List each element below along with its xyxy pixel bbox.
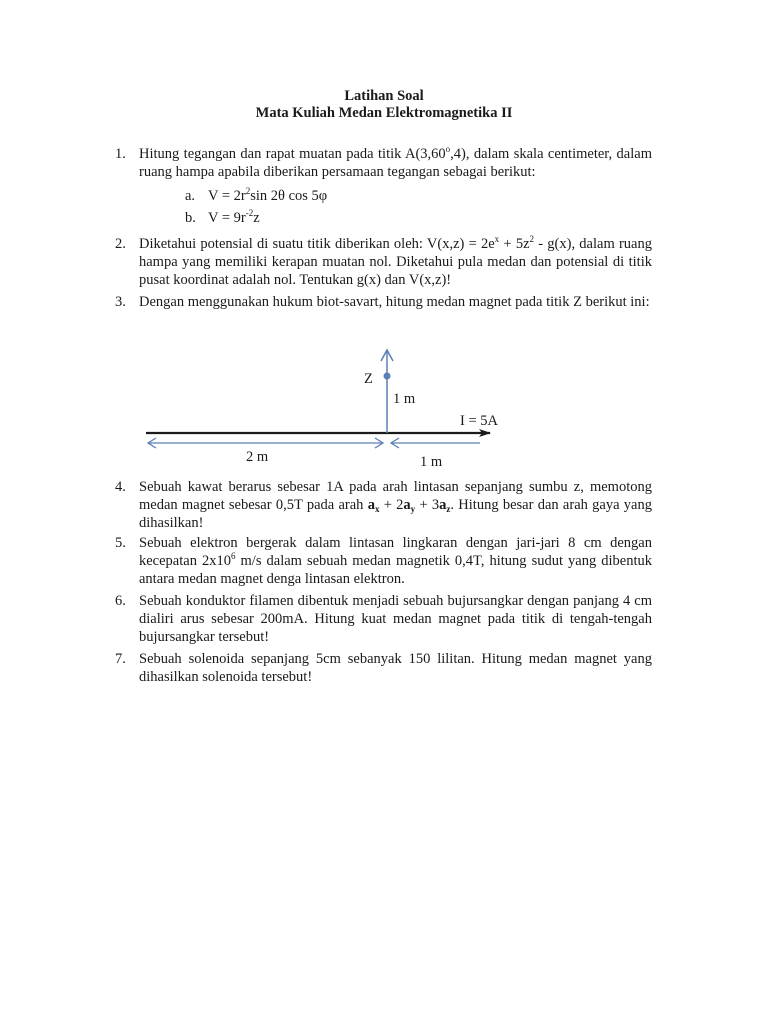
q5-text: Sebuah elektron bergerak dalam lintasan lingkaran dengan jari-jari 8 cm dengan kecepatan $2x10^6$ m/s dalam sebuah medan magnetik 0,4T, hitung sudut yang dibentuk antara medan magnet denga lintasan elektron. — [139, 535, 652, 587]
q3-number: 3. — [115, 294, 126, 310]
left-distance-label: 2 m — [246, 449, 269, 465]
q1-a-label: a. — [185, 188, 196, 204]
doc-title: Latihan Soal — [344, 88, 424, 104]
q1-text: Hitung tegangan dan rapat muatan pada titik A(3,60$^o$,4), dalam skala centimeter, dalam ruang hampa apabila diberikan persamaan tegangan sebagai berikut: — [139, 144, 652, 180]
q1-b-equation: $V = 9r^{-2}z$ — [208, 208, 260, 226]
q2-text: Diketahui potensial di suatu titik diberikan oleh: $V(x,z) = 2e^x + 5z^2 - g(x)$, dalam ruang hampa yang memiliki kerapan muatan nol. Diketahui pula medan dan potensial di titik pusat koordinat adalah nol. Tentukan g(x) dan V(x,z)! — [139, 234, 652, 288]
q5-number: 5. — [115, 535, 126, 551]
doc-subtitle: Mata Kuliah Medan Elektromagnetika II — [255, 105, 513, 121]
point-z-label: Z — [364, 371, 373, 387]
q2-number: 2. — [115, 236, 126, 252]
q1-a-equation: $V = 2r^2\sin$ 2θ cos 5φ — [208, 186, 328, 204]
q7-text: Sebuah solenoida sepanjang 5cm sebanyak 150 lilitan. Hitung medan magnet yang dihasilkan solenoida tersebut! — [139, 651, 652, 685]
vertical-distance-label: 1 m — [393, 391, 416, 407]
right-distance-label: 1 m — [420, 454, 443, 470]
point-z-marker — [384, 373, 391, 380]
q1-number: 1. — [115, 146, 126, 162]
q1-b-label: b. — [185, 210, 196, 226]
q7-number: 7. — [115, 651, 126, 667]
q3-text: Dengan menggunakan hukum biot-savart, hitung medan magnet pada titik Z berikut ini: — [139, 294, 650, 310]
q4-text: Sebuah kawat berarus sebesar 1A pada arah lintasan sepanjang sumbu z, memotong medan magnet sebesar 0,5T pada arah $a_x + 2a_y + 3a_z$. Hitung besar dan arah gaya yang dihasilkan! — [139, 479, 652, 531]
q6-text: Sebuah konduktor filamen dibentuk menjadi sebuah bujursangkar dengan panjang 4 cm dialiri arus sebesar 200mA. Hitung kuat medan magnet pada titik di tengah-tengah bujursangkar tersebut! — [139, 593, 652, 645]
biot-savart-diagram — [0, 0, 768, 480]
q4-number: 4. — [115, 479, 126, 495]
current-label: I = 5A — [460, 413, 498, 429]
q6-number: 6. — [115, 593, 126, 609]
